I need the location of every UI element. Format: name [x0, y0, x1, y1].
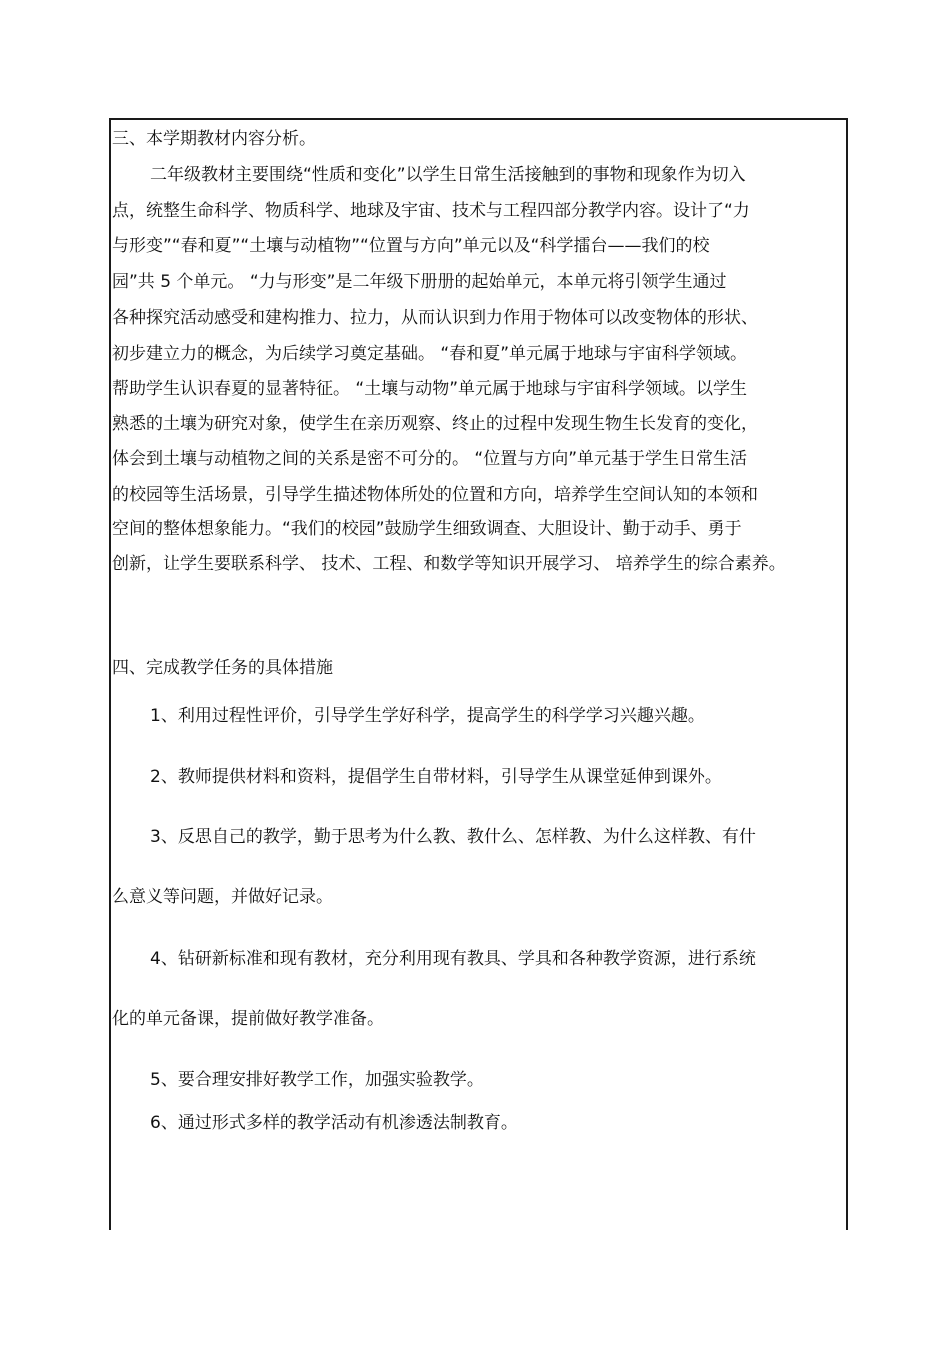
- section-3-line: 帮助学生认识春夏的显著特征。 “土壤与动物”单元属于地球与宇宙科学领域。以学生: [112, 379, 748, 399]
- section-3-line: 点，统整生命科学、物质科学、地球及宇宙、技术与工程四部分教学内容。设计了“力: [112, 201, 750, 221]
- section-3-line: 熟悉的土壤为研究对象，使学生在亲历观察、终止的过程中发现生物生长发育的变化，: [112, 414, 758, 434]
- section-3-line: 与形变”“春和夏”“土壤与动植物”“位置与方向”单元以及“科学擂台——我们的校: [112, 236, 710, 256]
- section-3-line: 园”共 5 个单元。 “力与形变”是二年级下册册的起始单元，本单元将引领学生通过: [112, 272, 727, 292]
- section-3-line: 各种探究活动感受和建构推力、拉力，从而认识到力作用于物体可以改变物体的形状、: [112, 308, 758, 328]
- section-3-line: 创新，让学生要联系科学、 技术、工程、和数学等知识开展学习、 培养学生的综合素养。: [112, 554, 786, 574]
- measure-item: 1、利用过程性评价，引导学生学好科学，提高学生的科学学习兴趣兴趣。: [150, 706, 705, 726]
- measure-item: 2、教师提供材料和资料，提倡学生自带材料，引导学生从课堂延伸到课外。: [150, 767, 722, 787]
- measure-item: 5、要合理安排好教学工作，加强实验教学。: [150, 1070, 484, 1090]
- section-4-heading: 四、完成教学任务的具体措施: [112, 658, 333, 678]
- section-3-line: 体会到土壤与动植物之间的关系是密不可分的。 “位置与方向”单元基于学生日常生活: [112, 449, 748, 469]
- measure-item: 6、通过形式多样的教学活动有机渗透法制教育。: [150, 1113, 518, 1133]
- section-3-line: 初步建立力的概念，为后续学习奠定基础。 “春和夏”单元属于地球与宇宙科学领域。: [112, 344, 748, 364]
- section-3-line: 的校园等生活场景，引导学生描述物体所处的位置和方向，培养学生空间认知的本领和: [112, 485, 758, 505]
- measure-item: 3、反思自己的教学，勤于思考为什么教、教什么、怎样教、为什么这样教、有什: [150, 827, 756, 847]
- measure-item-continuation: 么意义等问题，并做好记录。: [112, 887, 333, 907]
- section-3-heading: 三、本学期教材内容分析。: [112, 129, 316, 149]
- measure-item: 4、钻研新标准和现有教材，充分利用现有教具、学具和各种教学资源，进行系统: [150, 949, 756, 969]
- section-3-line: 二年级教材主要围绕“性质和变化”以学生日常生活接触到的事物和现象作为切入: [150, 165, 746, 185]
- measure-item-continuation: 化的单元备课，提前做好教学准备。: [112, 1009, 384, 1029]
- section-3-line: 空间的整体想象能力。“我们的校园”鼓励学生细致调查、大胆设计、勤于动手、勇于: [112, 519, 742, 539]
